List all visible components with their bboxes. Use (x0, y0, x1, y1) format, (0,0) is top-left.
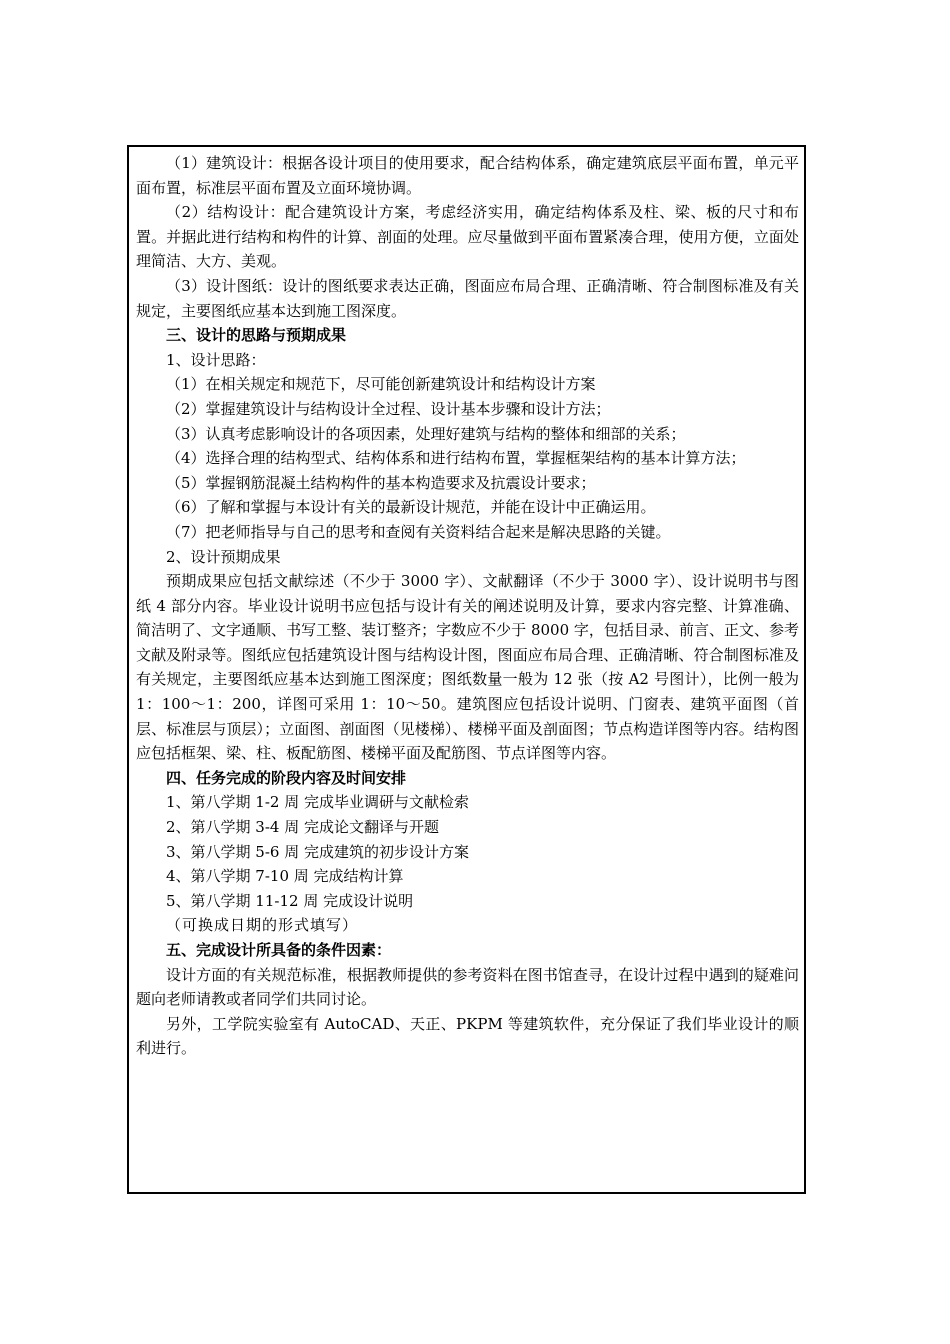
paragraph-conditions-2: 另外，工学院实验室有 AutoCAD、天正、PKPM 等建筑软件，充分保证了我们毕业设计的顺利进行。 (136, 1014, 799, 1058)
schedule-item-1: 1、第八学期 1-2 周 完成毕业调研与文献检索 (166, 793, 470, 812)
schedule-item-2: 2、第八学期 3-4 周 完成论文翻译与开题 (166, 818, 440, 837)
list-item-idea-4: （4）选择合理的结构型式、结构体系和进行结构布置，掌握框架结构的基本计算方法； (166, 449, 746, 468)
list-item-idea-5: （5）掌握钢筋混凝土结构构件的基本构造要求及抗震设计要求； (166, 473, 596, 492)
paragraph-design-drawings: （3）设计图纸：设计的图纸要求表达正确，图面应布局合理、正确清晰、符合制图标准及有关规定，主要图纸应基本达到施工图深度。 (136, 276, 799, 320)
list-item-idea-2: （2）掌握建筑设计与结构设计全过程、设计基本步骤和设计方法； (166, 399, 611, 418)
document-body (136, 151, 799, 1061)
section-heading-3: 三、设计的思路与预期成果 (166, 326, 347, 345)
paragraph-expected-results: 预期成果应包括文献综述（不少于 3000 字）、文献翻译（不少于 3000 字）、设计说明书与图纸 4 部分内容。毕业设计说明书应包括与设计有关的阐述说明及计算，要求内容完整、计算准确、简洁明了、文字通顺、书写工整、装订整齐；字数应不少于 8000 字，包括目录、前言、正文、参考文献及附录等。图纸应包括建筑设计图与结构设计图，图面应布局合理、正确清晰、符合制图标准及有关规定，主要图纸应基本达到施工图深度；图纸数量一般为 12 张（按 A2 号图计），比例一般为 1：100～1：200，详图可采用 1：10～50。建筑图应包括设计说明、门窗表、建筑平面图（首层、标准层与顶层）；立面图、剖面图（见楼梯）、楼梯平面及剖面图；节点构造详图等内容。结构图应包括框架、梁、柱、板配筋图、楼梯平面及配筋图、节点详图等内容。 (136, 572, 799, 763)
schedule-item-5: 5、第八学期 11-12 周 完成设计说明 (166, 891, 414, 910)
schedule-note: （可换成日期的形式填写） (166, 916, 359, 935)
schedule-item-4: 4、第八学期 7-10 周 完成结构计算 (166, 867, 404, 886)
section-heading-5: 五、完成设计所具备的条件因素： (166, 941, 392, 959)
schedule-item-3: 3、第八学期 5-6 周 完成建筑的初步设计方案 (166, 842, 470, 861)
paragraph-structural-design: （2）结构设计：配合建筑设计方案，考虑经济实用，确定结构体系及柱、梁、板的尺寸和布置。并据此进行结构和构件的计算、剖面的处理。应尽量做到平面布置紧凑合理，使用方便，立面处理简洁、大方、美观。 (136, 203, 799, 271)
paragraph-architectural-design: （1）建筑设计：根据各设计项目的使用要求，配合结构体系，确定建筑底层平面布置，单元平面布置，标准层平面布置及立面环境协调。 (136, 154, 799, 197)
list-item-idea-1: （1）在相关规定和规范下，尽可能创新建筑设计和结构设计方案 (166, 375, 596, 394)
paragraph-conditions-1: 设计方面的有关规范标准，根据教师提供的参考资料在图书馆查寻，在设计过程中遇到的疑难问题向老师请教或者同学们共同讨论。 (136, 965, 799, 1009)
list-item-idea-3: （3）认真考虑影响设计的各项因素，处理好建筑与结构的整体和细部的关系； (166, 424, 686, 443)
section-heading-4: 四、任务完成的阶段内容及时间安排 (166, 768, 407, 787)
subheading-expected-results: 2、设计预期成果 (166, 547, 281, 566)
list-item-idea-6: （6）了解和掌握与本设计有关的最新设计规范，并能在设计中正确运用。 (166, 498, 656, 517)
subheading-design-ideas: 1、设计思路： (166, 350, 266, 369)
list-item-idea-7: （7）把老师指导与自己的思考和查阅有关资料结合起来是解决思路的关键。 (166, 522, 671, 541)
